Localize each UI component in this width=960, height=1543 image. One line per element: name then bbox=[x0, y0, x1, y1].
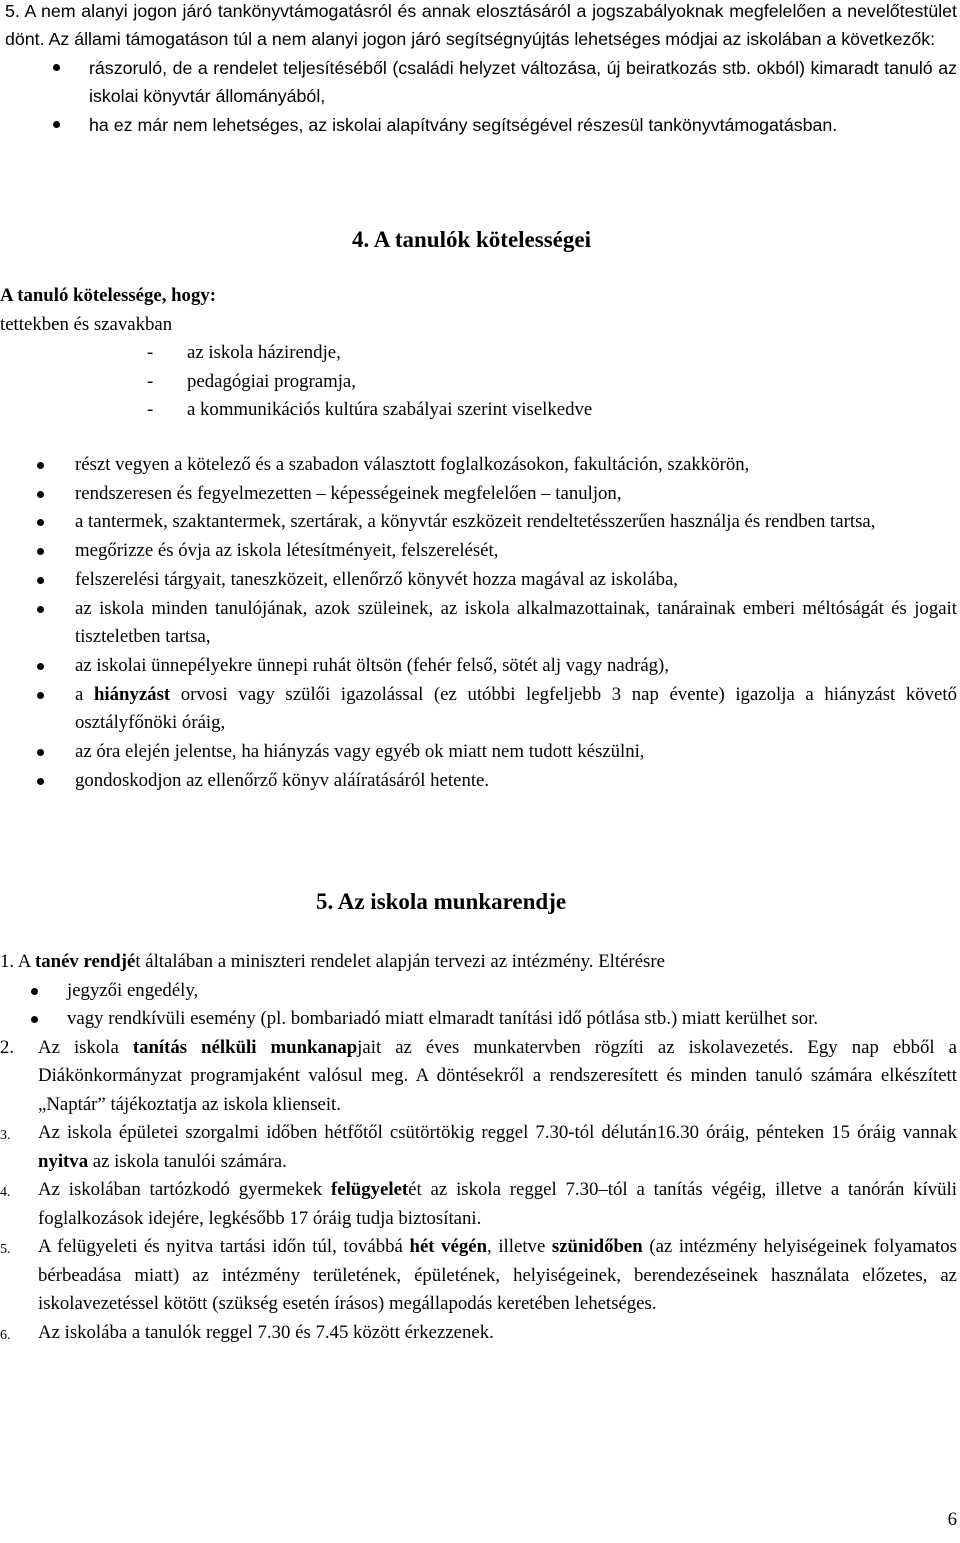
bullet-icon bbox=[53, 64, 60, 71]
bullet-icon bbox=[37, 548, 44, 555]
list-item: rendszeresen és fegyelmezetten – képességeinek megfelelően – tanuljon, bbox=[0, 480, 957, 509]
schedule-section bbox=[0, 948, 957, 1347]
bullet-icon bbox=[31, 1016, 38, 1023]
duty-lead: A tanuló kötelessége, hogy: bbox=[0, 285, 216, 306]
dash-item: - az iskola házirendje, bbox=[147, 342, 341, 363]
list-item: vagy rendkívüli esemény (pl. bombariadó miatt elmaradt tanítási idő pótlása stb.) miatt kerülhet sor. bbox=[0, 1005, 957, 1034]
list-item: gondoskodjon az ellenőrző könyv aláíratásáról hetente. bbox=[0, 767, 957, 796]
schedule-item: 2. Az iskola tanítás nélküli munkanapjait az éves munkatervben rögzíti az iskolavezetés. Egy nap ebből a Diákönkormányzat programjaként valósul meg. A döntésekről a rendszeresített és minden tanuló számára elkészített „Naptár” tájékoztatja az iskola klienseit. bbox=[0, 1036, 957, 1115]
schedule-item: 6. Az iskolába a tanulók reggel 7.30 és 7.45 között érkezzenek. bbox=[0, 1321, 494, 1343]
bullet-icon bbox=[37, 663, 44, 670]
bullet-icon bbox=[37, 519, 44, 526]
bullet-icon bbox=[37, 491, 44, 498]
list-item: megőrizze és óvja az iskola létesítményeit, felszerelését, bbox=[0, 537, 957, 566]
list-item: a hiányzást orvosi vagy szülői igazolással (ez utóbbi legfeljebb 3 nap évente) igazolja a hiányzást követő osztályfőnöki óráig, bbox=[0, 681, 957, 738]
bullet-icon bbox=[31, 988, 38, 995]
bullet-icon bbox=[37, 749, 44, 756]
list-item: felszerelési tárgyait, taneszközeit, ellenőrző könyvét hozza magával az iskolába, bbox=[0, 566, 957, 595]
duty-intro bbox=[0, 282, 960, 425]
list-item: rászoruló, de a rendelet teljesítéséből (családi helyzet változása, új beiratkozás stb. okból) kimaradt tanuló az iskolai könyvtár állományából, bbox=[5, 54, 957, 111]
section-5-support bbox=[5, 0, 957, 139]
list-item: az óra elején jelentse, ha hiányzás vagy egyéb ok miatt nem tudott készülni, bbox=[0, 738, 957, 767]
page-number: 6 bbox=[947, 1509, 957, 1530]
schedule-item: 5. A felügyeleti és nyitva tartási időn túl, továbbá hét végén, illetve szünidőben (az intézmény helyiségeinek folyamatos bérbeadása miatt) az intézmény területének, épületének, helyiségeinek, berendezéseinek használata előzetes, az iskolavezetéssel kötött (szükség esetén írásos) megállapodás keretében lehetséges. bbox=[0, 1236, 957, 1314]
list-item: az iskola minden tanulójának, azok szüleinek, az iskola alkalmazottainak, tanárainak emberi méltóságát és jogait tiszteletben tartsa, bbox=[0, 595, 957, 652]
dash-item: - pedagógiai programja, bbox=[147, 370, 356, 392]
bullet-icon bbox=[53, 121, 60, 128]
section-5-intro: 5. A nem alanyi jogon járó tankönyvtámogatásról és annak elosztásáról a jogszabályoknak megfelelően a nevelőtestület dönt. Az állami támogatáson túl a nem alanyi jogon járó segítségnyújtás lehetséges módjai az iskolában a következők: bbox=[5, 1, 957, 50]
list-item: az iskolai ünnepélyekre ünnepi ruhát öltsön (fehér felső, sötét alj vagy nadrág), bbox=[0, 652, 957, 681]
list-item: jegyzői engedély, bbox=[0, 977, 957, 1006]
schedule-item-1: 1. A tanév rendjét általában a miniszteri rendelet alapján tervezi az intézmény. Eltérésre bbox=[0, 951, 665, 972]
list-item: részt vegyen a kötelező és a szabadon választott foglalkozásokon, fakultáción, szakkörön, bbox=[0, 451, 957, 480]
list-item: ha ez már nem lehetséges, az iskolai alapítvány segítségével részesül tankönyvtámogatásban. bbox=[5, 111, 957, 139]
section-heading-duties: 4. A tanulók kötelességei bbox=[352, 227, 591, 252]
dash-item: - a kommunikációs kultúra szabályai szerint viselkedve bbox=[147, 399, 593, 420]
bullet-icon bbox=[37, 778, 44, 785]
bullet-icon bbox=[37, 606, 44, 613]
duties-list bbox=[0, 451, 957, 795]
bullet-icon bbox=[37, 692, 44, 699]
schedule-item: 4. Az iskolában tartózkodó gyermekek felügyeletét az iskola reggel 7.30–tól a tanítás végéig, illetve a tanórán kívüli foglalkozások idejére, legkésőbb 17 óráig tudja biztosítani. bbox=[0, 1179, 957, 1229]
schedule-item: 3. Az iskola épületei szorgalmi időben hétfőtől csütörtökig reggel 7.30-tól délután16.30 óráig, pénteken 15 óráig vannak nyitva az iskola tanulói számára. bbox=[0, 1122, 957, 1172]
list-item: a tantermek, szaktantermek, szertárak, a könyvtár eszközeit rendeltetésszerűen használja és rendben tartsa, bbox=[0, 508, 957, 537]
bullet-icon bbox=[37, 462, 44, 469]
bullet-icon bbox=[37, 577, 44, 584]
duty-line: tettekben és szavakban bbox=[0, 313, 173, 335]
section-heading-schedule: 5. Az iskola munkarendje bbox=[316, 889, 567, 914]
